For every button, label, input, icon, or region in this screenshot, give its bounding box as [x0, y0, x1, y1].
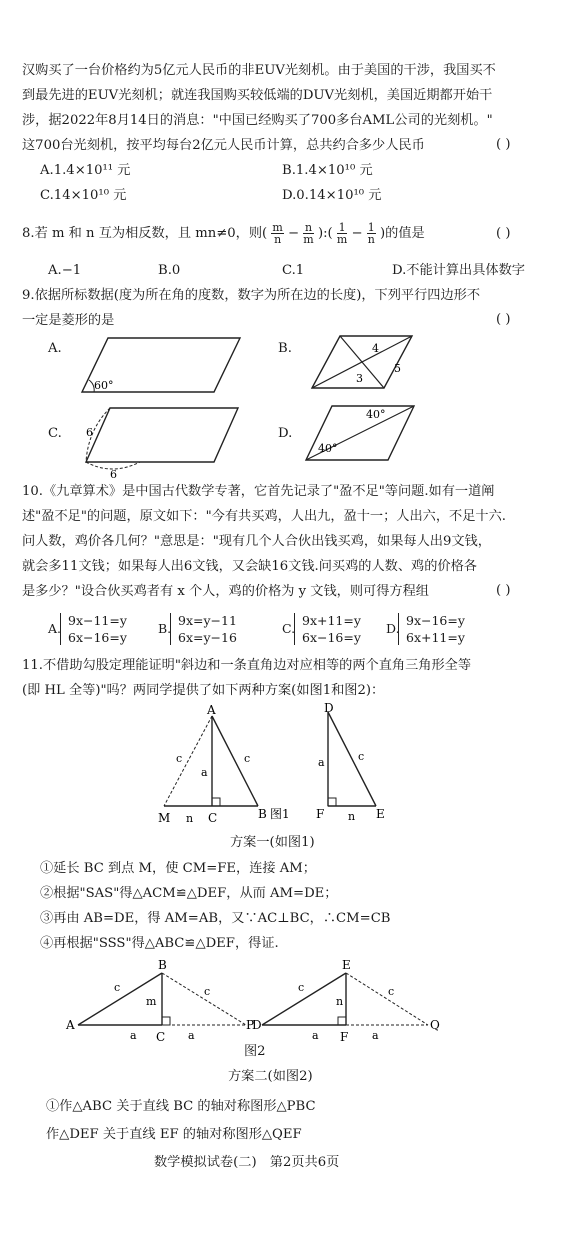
q9-label-b: B.: [278, 341, 292, 356]
q9-c-num-6b: 6: [110, 468, 117, 481]
page-footer: 数学模拟试卷(二) 第2页共6页: [154, 1155, 340, 1170]
q8-stem-pre: 8.若 m 和 n 互为相反数，且 mn≠0，则(: [22, 226, 268, 241]
q9-line2: 一定是菱形的是: [22, 313, 115, 328]
fig2-side-c1: c: [114, 981, 121, 994]
q8-minus-2: −: [351, 226, 363, 241]
q9-line1: 9.依据所标数据(度为所在角的度数，数字为所在边的长度)，下列平行四边形不: [22, 288, 481, 303]
q11-line1: 11.不借助勾股定理能证明"斜边和一条直角边对应相等的两个直角三角形全等: [22, 658, 472, 673]
q9-label-d: D.: [278, 426, 293, 441]
q9-figure-a: [82, 338, 240, 392]
q7-option-a: A.1.4×10¹¹ 元: [40, 163, 131, 178]
fig1-side-c1: c: [244, 752, 251, 765]
q9-b-num-3: 3: [356, 372, 363, 385]
q10-option-b: B. 9x=y−11 6x=y−16: [158, 613, 237, 645]
fig2-label-Q: Q: [430, 1018, 440, 1032]
fig2-label-A: A: [66, 1018, 75, 1032]
fig2-label-D: D: [252, 1018, 262, 1032]
fig1-side-c2: c: [176, 752, 183, 765]
fig2-side-n: n: [336, 995, 344, 1008]
plan1-step2: ②根据"SAS"得△ACM≌△DEF，从而 AM=DE；: [40, 886, 338, 901]
q10-line5: 是多少？"设合伙买鸡者有 x 个人，鸡的价格为 y 文钱，则可得方程组: [22, 584, 429, 599]
q11-figure-2: [0, 955, 564, 1055]
q7-option-c: C.14×10¹⁰ 元: [40, 188, 127, 203]
q9-b-num-4: 4: [372, 342, 379, 355]
fig2-side-a2: a: [188, 1029, 195, 1042]
plan2-title: 方案二(如图2): [228, 1069, 313, 1084]
fig2-caption: 图2: [244, 1044, 266, 1059]
plan1-step3: ③再由 AB=DE，得 AM=AB，又∵AC⊥BC，∴CM=CB: [40, 911, 391, 926]
plan2-step1: ①作△ABC 关于直线 BC 的轴对称图形△PBC: [46, 1099, 316, 1114]
q8-frac-1-over-n: $\frac{1}{n}$: [367, 221, 375, 246]
plan1-step4: ④再根据"SSS"得△ABC≌△DEF，得证.: [40, 936, 279, 951]
q9-label-a: A.: [48, 341, 62, 356]
q8-frac-m-over-n: $\frac{m}{n}$: [272, 221, 283, 246]
q8-frac-n-over-m: $\frac{n}{m}$: [303, 221, 314, 246]
plan1-step1: ①延长 BC 到点 M，使 CM=FE，连接 AM；: [40, 861, 316, 876]
fig2-side-m: m: [146, 995, 157, 1008]
fig2-label-P: P: [246, 1018, 255, 1032]
q8-stem-post: )的值是: [379, 226, 425, 241]
q9-label-c: C.: [48, 426, 62, 441]
q8-divide: ):(: [317, 226, 333, 241]
q8-minus: −: [288, 226, 300, 241]
q10-option-c: C. 9x+11=y 6x−16=y: [282, 613, 361, 645]
q8-option-a: A.−1: [48, 263, 82, 278]
q8-answer-paren: ( ): [496, 226, 511, 241]
q7-option-b: B.1.4×10¹⁰ 元: [282, 163, 373, 178]
fig2-side-c3: c: [298, 981, 305, 994]
q10-line3: 问人数，鸡价各几何？"意思是："现有几个人合伙出钱买鸡，如果每人出9文钱，: [22, 534, 491, 549]
fig1-label-D: D: [324, 701, 334, 715]
fig2-side-a4: a: [372, 1029, 379, 1042]
fig2-label-F: F: [340, 1030, 349, 1044]
plan2-step1b: 作△DEF 关于直线 EF 的轴对称图形△QEF: [46, 1127, 302, 1142]
q8-frac-1-over-m: $\frac{1}{m}$: [336, 221, 348, 246]
q7-answer-paren: ( ): [496, 137, 511, 152]
q10-option-d: D. 9x−16=y 6x+11=y: [386, 613, 465, 645]
q11-figure-1: [0, 700, 564, 830]
q8-option-b: B.0: [158, 263, 181, 278]
plan1-title: 方案一(如图1): [230, 835, 315, 850]
fig1-side-c3: c: [358, 750, 365, 763]
q7-option-d: D.0.14×10¹⁰ 元: [282, 188, 382, 203]
fig1-side-a2: a: [318, 756, 325, 769]
fig1-side-n2: n: [348, 810, 356, 823]
q10-line4: 就会多11文钱；如果每人出6文钱，又会缺16文钱.问买鸡的人数、鸡的价格各: [22, 559, 477, 574]
fig2-label-E: E: [342, 958, 351, 972]
q9-b-num-5: 5: [394, 362, 401, 375]
q10-answer-paren: ( ): [496, 583, 511, 598]
fig1-side-n1: n: [186, 812, 194, 825]
fig1-label-B: B: [258, 807, 267, 821]
fig2-side-a3: a: [312, 1029, 319, 1042]
q7-line2: 到最先进的EUV光刻机；就连我国购买较低端的DUV光刻机，美国近期都开始干: [22, 88, 493, 103]
fig1-label-C: C: [208, 811, 218, 825]
q9-figure-d: [306, 406, 414, 460]
q10-line1: 10.《九章算术》是中国古代数学专著，它首先记录了"盈不足"等问题.如有一道阐: [22, 484, 495, 499]
q10-option-a: A. 9x−11=y 6x−16=y: [48, 613, 127, 645]
fig1-caption: 图1: [270, 807, 290, 821]
q9-answer-paren: ( ): [496, 312, 511, 327]
q8-option-c: C.1: [282, 263, 305, 278]
fig2-side-c2: c: [204, 985, 211, 998]
q8-option-d: D.不能计算出具体数字: [392, 263, 525, 278]
fig1-label-F: F: [316, 807, 325, 821]
q9-d-angle-1: 40°: [366, 408, 386, 421]
q9-c-num-6a: 6: [86, 426, 93, 439]
fig1-label-A: A: [207, 703, 216, 717]
q9-a-angle: 60°: [94, 379, 114, 392]
q7-line1: 汉购买了一台价格约为5亿元人民币的非EUV光刻机。由于美国的干涉，我国买不: [22, 63, 496, 78]
q7-line3: 涉，据2022年8月14日的消息："中国已经购买了700多台AML公司的光刻机。": [22, 113, 493, 128]
fig1-label-M: M: [158, 811, 171, 825]
fig2-label-B: B: [158, 958, 167, 972]
q9-figure-c: [86, 408, 238, 481]
fig2-side-c4: c: [388, 985, 395, 998]
q10-line2: 述"盈不足"的问题，原文如下："今有共买鸡，人出九，盈十一；人出六，不足十六.: [22, 509, 506, 524]
q9-figure-b: [312, 336, 412, 388]
q9-d-angle-2: 40°: [318, 442, 338, 455]
fig2-side-a1: a: [130, 1029, 137, 1042]
fig2-label-C: C: [156, 1030, 166, 1044]
q7-line4: 这700台光刻机，按平均每台2亿元人民币计算，总共约合多少人民币: [22, 138, 425, 153]
fig1-label-E: E: [376, 807, 385, 821]
q11-line2: (即 HL 全等)"吗？两同学提供了如下两种方案(如图1和图2)：: [22, 683, 385, 698]
fig1-side-a1: a: [201, 766, 208, 779]
